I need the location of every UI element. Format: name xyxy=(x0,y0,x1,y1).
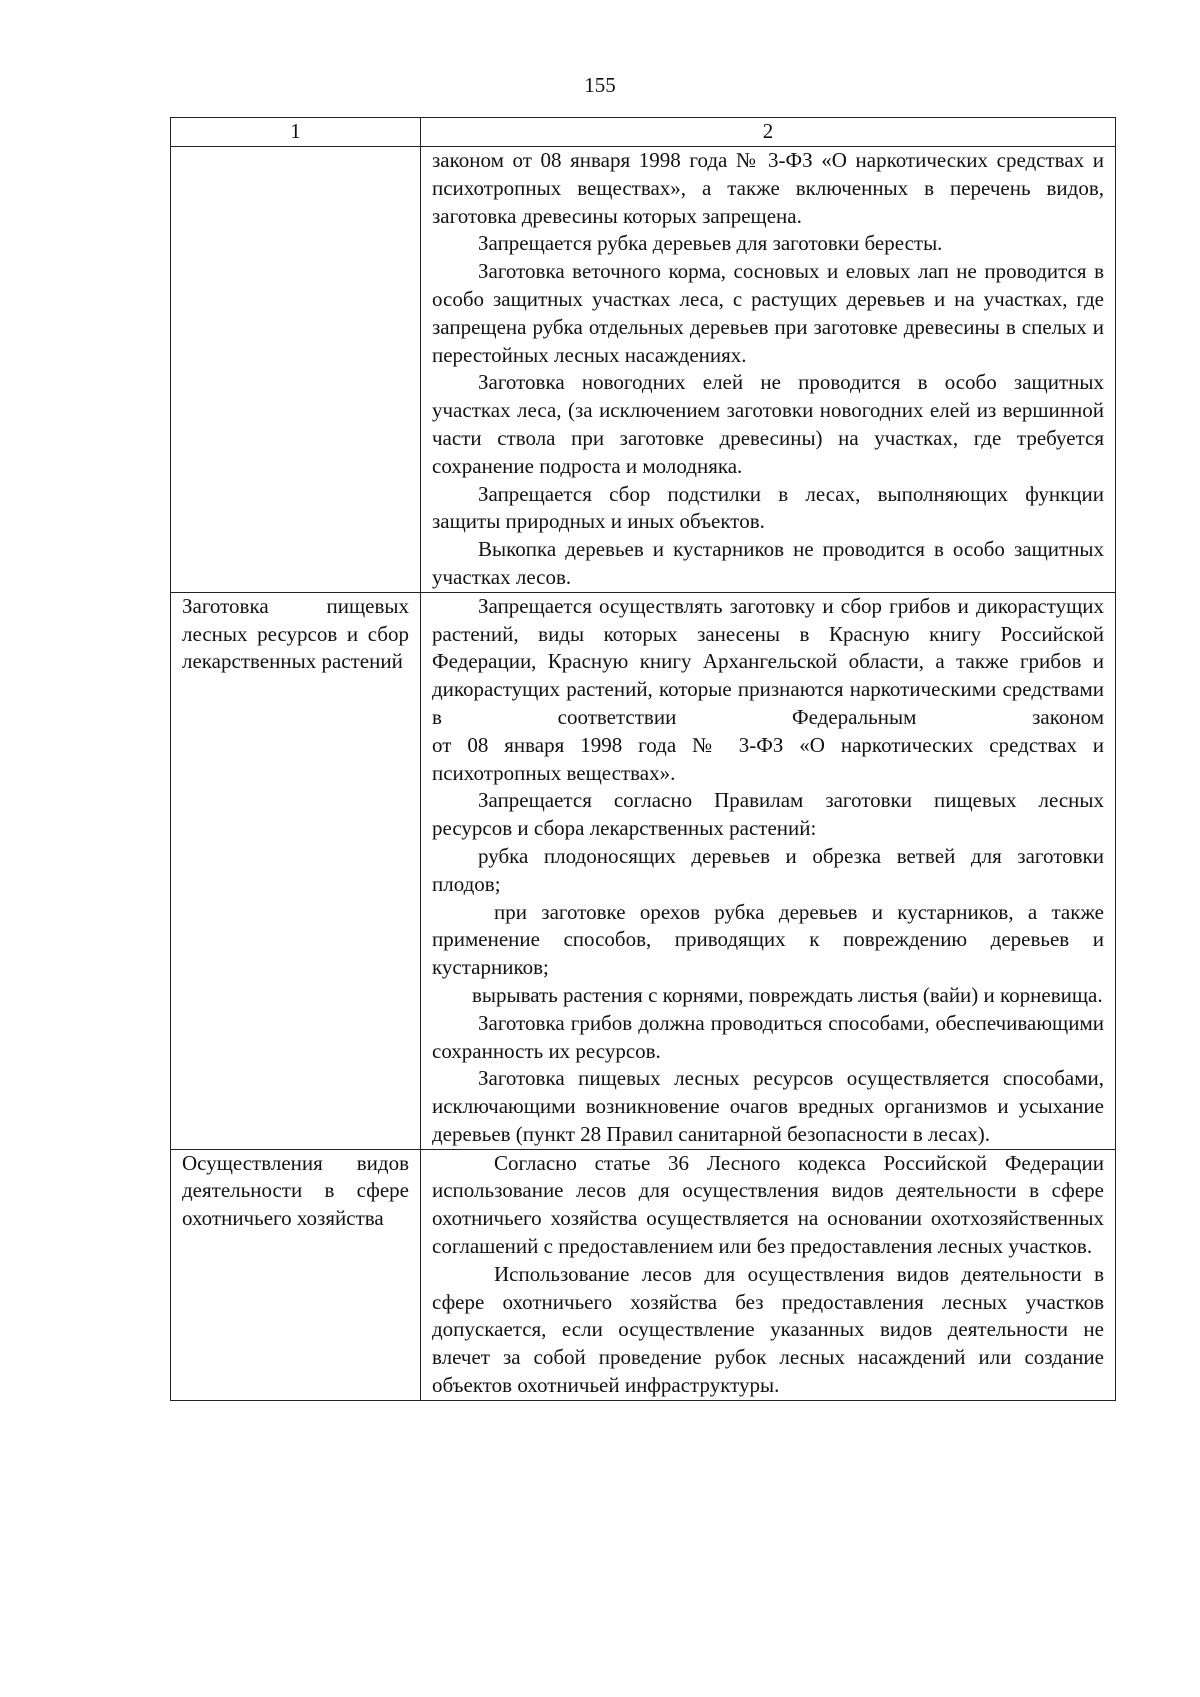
paragraph: Запрещается согласно Правилам заготовки пищевых лесных ресурсов и сбора лекарственных растений: xyxy=(432,788,1104,841)
row1-col2 xyxy=(421,147,1116,593)
row3-col2 xyxy=(421,1149,1116,1400)
paragraph: Согласно статье 36 Лесного кодекса Российской Федерации использование лесов для осуществления видов деятельности в сфере охотничьего хозяйства осуществляется на основании охотхозяйственных соглашений с предоставлением или без предоставления лесных участков. xyxy=(432,1150,1104,1259)
table-row xyxy=(171,592,1116,1149)
document-table xyxy=(170,117,1116,1401)
paragraph: Запрещается осуществлять заготовку и сбор грибов и дикорастущих растений, виды которых занесены в Красную книгу Российской Федерации, Красную книгу Архангельской области, а также грибов и дикорастущих растений, которые признаются наркотическими средствами в соответствии Федеральным законом xyxy=(432,593,1104,729)
paragraph: Использование лесов для осуществления видов деятельности в сфере охотничьего хозяйства без предоставления лесных участков допускается, если осуществление указанных видов деятельности не влечет за собой проведение рубок лесных насаждений или создание объектов охотничьей инфраструктуры. xyxy=(432,1261,1104,1398)
table-row xyxy=(171,1149,1116,1400)
paragraph: от 08 января 1998 года № 3-ФЗ «О наркотических средствах и психотропных веществах». xyxy=(432,732,1104,785)
paragraph: Запрещается сбор подстилки в лесах, выполняющих функции защиты природных и иных объектов. xyxy=(432,481,1104,534)
paragraph: при заготовке орехов рубка деревьев и кустарников, а также применение способов, приводящих к повреждению деревьев и кустарников; xyxy=(432,899,1104,980)
table-header-row xyxy=(171,118,1116,147)
paragraph: Заготовка веточного корма, сосновых и еловых лап не проводится в особо защитных участках леса, с растущих деревьев и на участках, где запрещена рубка отдельных деревьев при заготовке древесины в спелых и перестойных лесных насаждениях. xyxy=(432,259,1104,367)
header-col-1: 1 xyxy=(171,118,421,147)
paragraph: рубка плодоносящих деревьев и обрезка ветвей для заготовки плодов; xyxy=(432,843,1104,896)
page-number: 155 xyxy=(584,73,616,97)
row2-col1: Заготовка пищевых лесных ресурсов и сбор лекарственных растений xyxy=(171,592,421,1149)
header-col-2: 2 xyxy=(421,118,1116,147)
paragraph: Заготовка новогодних елей не проводится в особо защитных участках леса, (за исключением заготовки новогодних елей из вершинной части ствола при заготовке древесины) на участках, где требуется сохранение подроста и молодняка. xyxy=(432,370,1104,478)
paragraph: Выкопка деревьев и кустарников не проводится в особо защитных участках лесов. xyxy=(432,537,1104,589)
table-row xyxy=(171,147,1116,593)
row1-col1 xyxy=(171,147,421,593)
row2-col2 xyxy=(421,592,1116,1149)
paragraph: Запрещается рубка деревьев для заготовки бересты. xyxy=(478,231,943,256)
row3-col1: Осуществления видов деятельности в сфере охотничьего хозяйства xyxy=(171,1149,421,1400)
paragraph: Заготовка грибов должна проводиться способами, обеспечивающими сохранность их ресурсов. xyxy=(432,1010,1104,1063)
paragraph: Заготовка пищевых лесных ресурсов осуществляется способами, исключающими возникновение очагов вредных организмов и усыхание деревьев (пункт 28 Правил санитарной безопасности в лесах). xyxy=(432,1066,1104,1146)
paragraph: законом от 08 января 1998 года № 3-ФЗ «О наркотических средствах и психотропных веществах», а также включенных в перечень видов, заготовка древесины которых запрещена. xyxy=(432,148,1104,228)
paragraph: вырывать растения с корнями, повреждать листья (вайи) и корневища. xyxy=(472,982,1103,1007)
